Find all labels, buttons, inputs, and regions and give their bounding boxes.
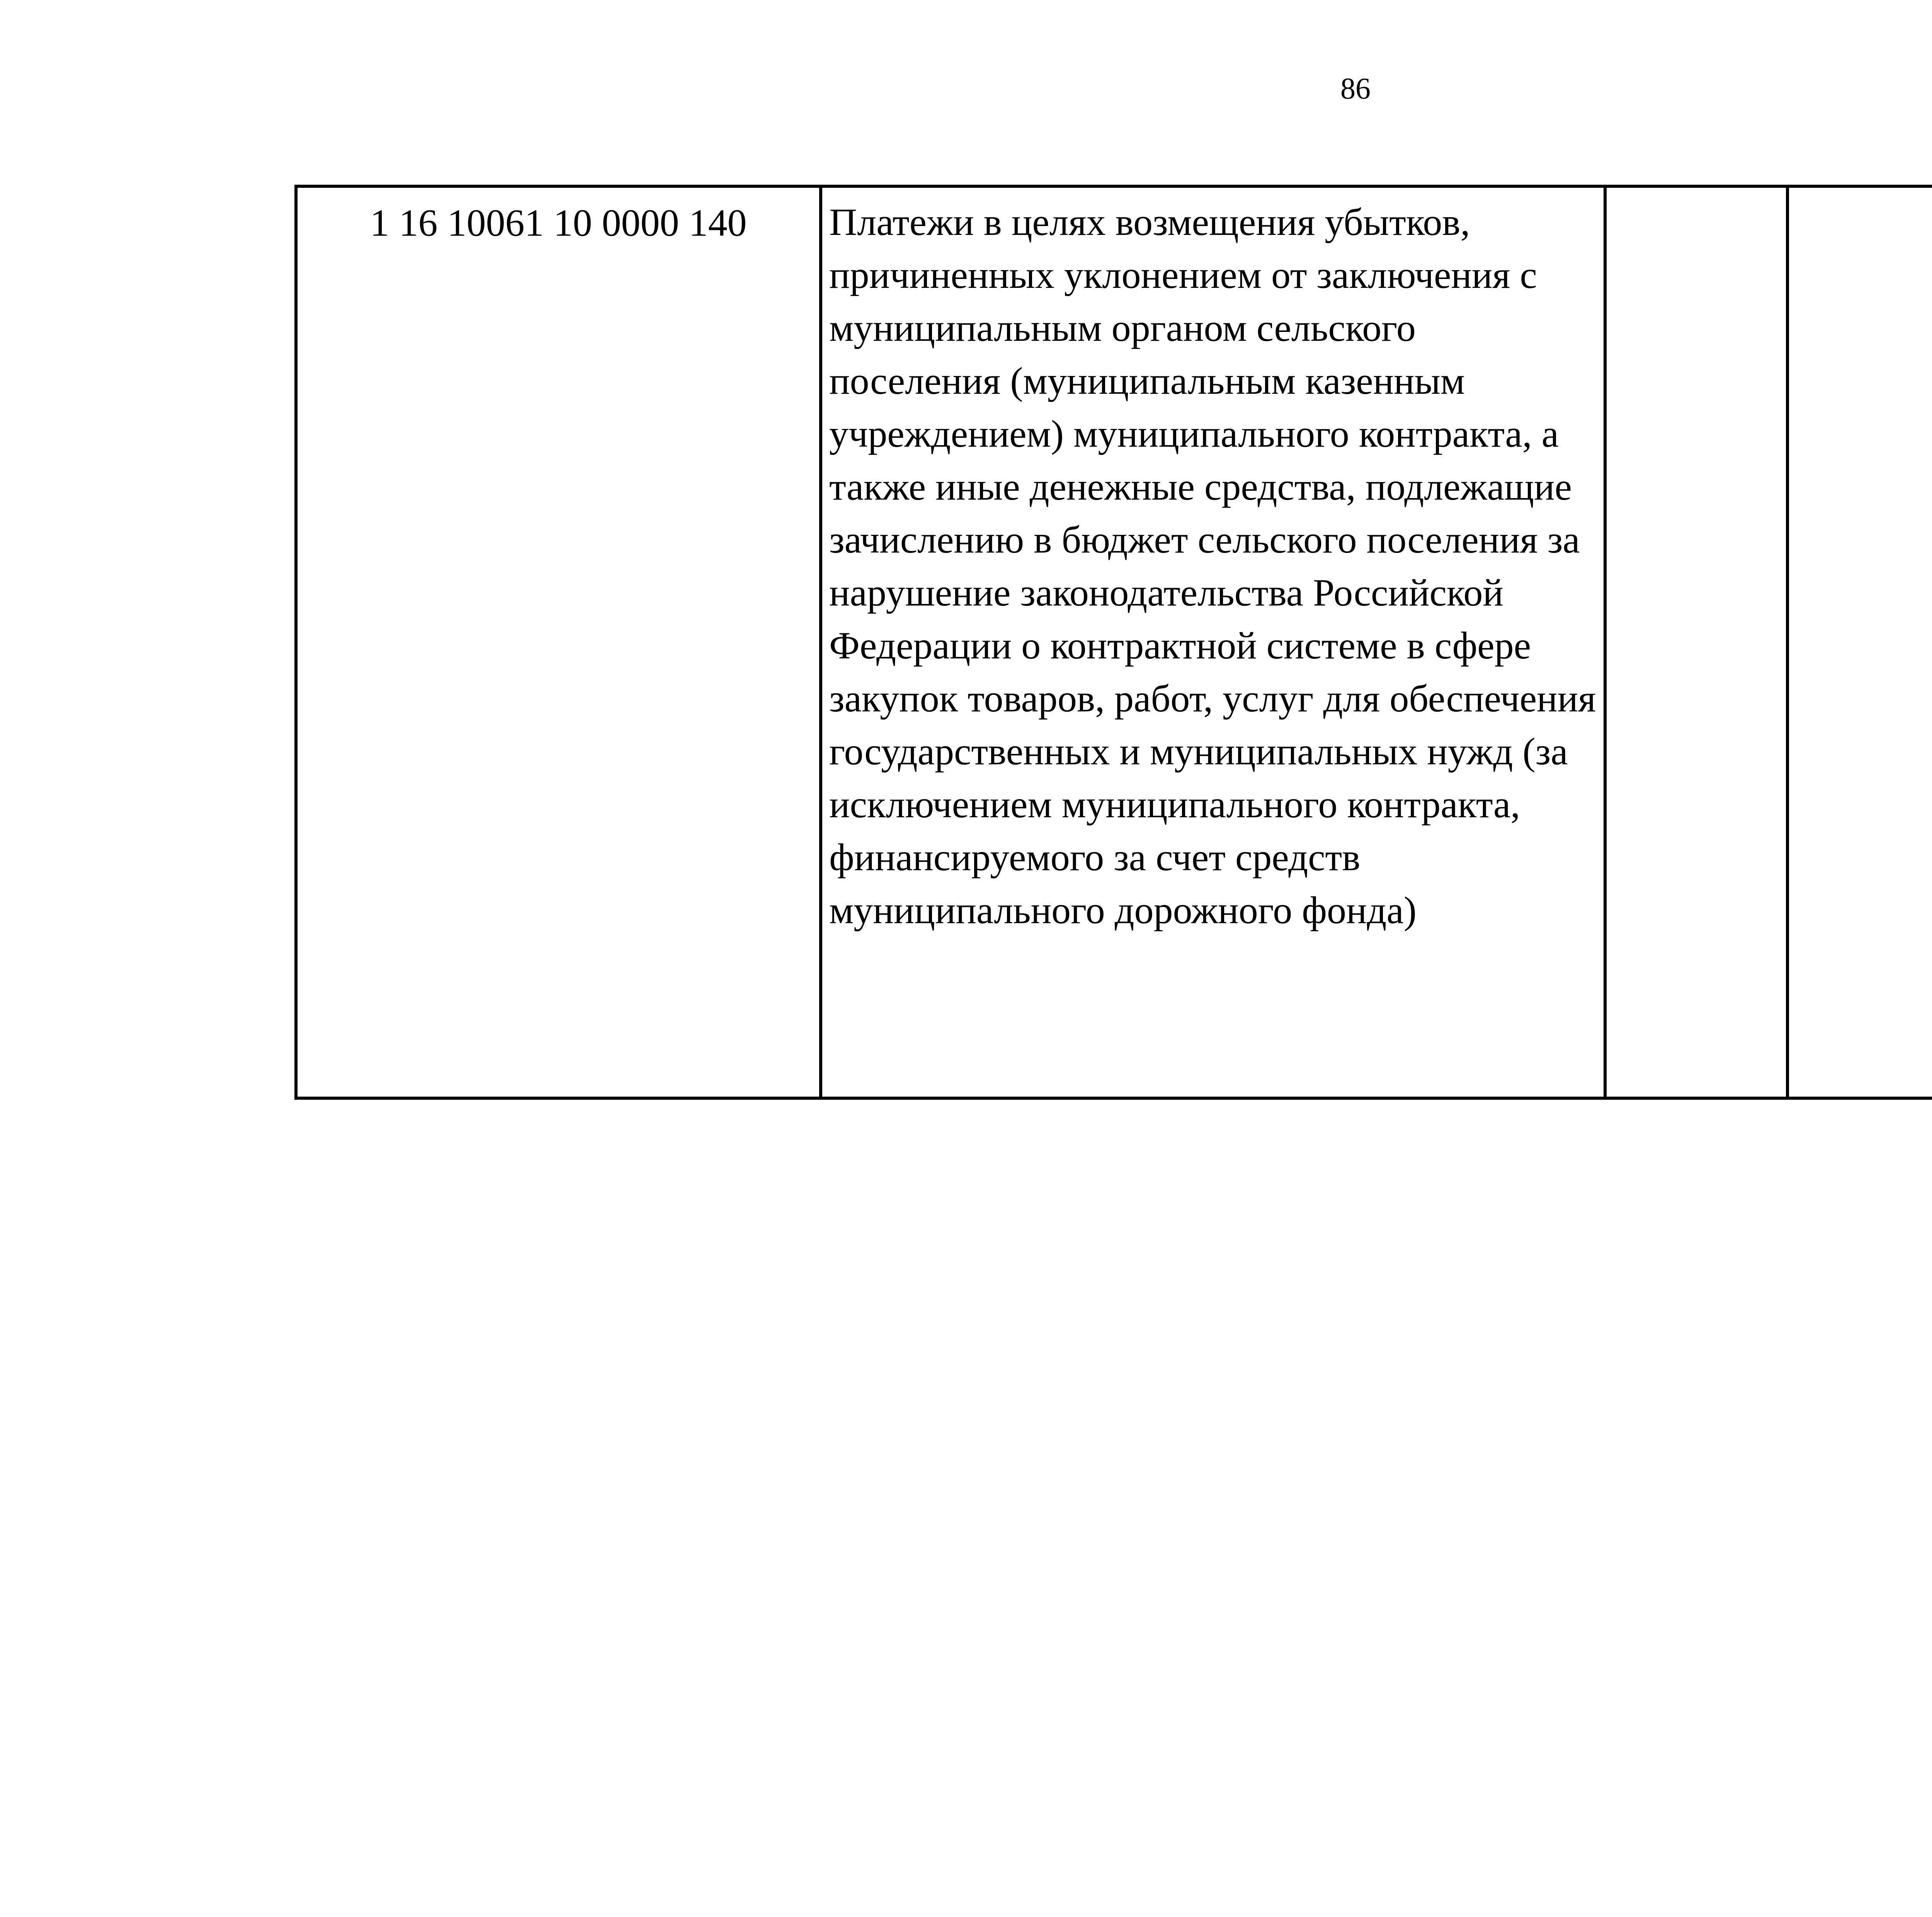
budget-classification-code: 1 16 10061 10 0000 140 [370,201,747,244]
value-cell-4 [1787,186,1932,1098]
revenue-table [294,185,1932,1100]
table-row [296,186,1932,1098]
value-cell-3 [1605,186,1787,1098]
revenue-description: Платежи в целях возмещения убытков, причиненных уклонением от заключения с муниципальным органом сельского поселения (муниципальным казенным учреждением) муниципального контракта, а также иные денежные средства, подлежащие зачислению в бюджет сельского поселения за нарушение законодательства Российской Федерации о контрактной системе в сфере закупок товаров, работ, услуг для обеспечения государственных и муниципальных нужд (за исключением муниципального контракта, финансируемого за счет средств муниципального дорожного фонда) [829,201,1596,932]
code-cell [296,186,821,1098]
description-cell [821,186,1605,1098]
page-number: 86 [1340,71,1371,105]
